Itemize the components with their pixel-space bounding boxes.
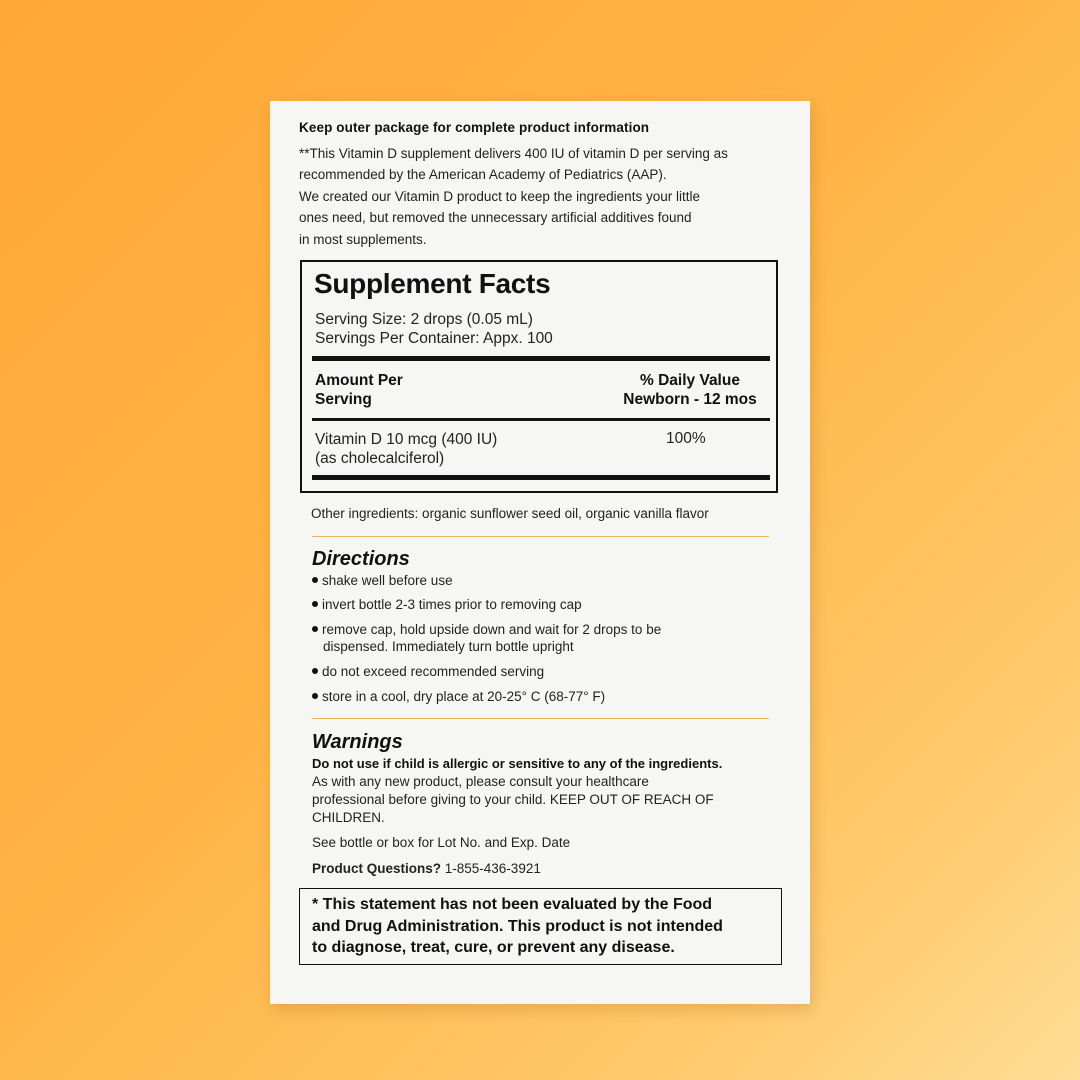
supplement-facts-title: Supplement Facts <box>314 268 551 299</box>
bullet-icon <box>312 601 318 607</box>
fda-line: to diagnose, treat, cure, or prevent any disease. <box>312 939 675 956</box>
intro-line: recommended by the American Academy of Pediatrics (AAP). <box>299 167 667 182</box>
direction-text: store in a cool, dry place at 20-25° C (68-77° F) <box>322 689 606 704</box>
questions-phone: 1-855-436-3921 <box>441 861 541 876</box>
bullet-icon <box>312 626 318 632</box>
nutrient-name: Vitamin D 10 mcg (400 IU) <box>315 431 498 448</box>
bullet-icon <box>312 693 318 699</box>
thick-divider <box>312 356 770 361</box>
supplement-facts-panel <box>300 260 778 493</box>
lot-info: See bottle or box for Lot No. and Exp. Date <box>312 835 571 850</box>
direction-text: do not exceed recommended serving <box>322 664 545 679</box>
intro-line: in most supplements. <box>299 232 427 247</box>
fda-disclaimer-box <box>299 888 782 965</box>
direction-item <box>312 572 453 590</box>
questions-label: Product Questions? <box>312 861 442 876</box>
warning-line: professional before giving to your child. KEEP OUT OF REACH OF <box>312 792 714 807</box>
direction-item <box>312 688 605 706</box>
mid-divider <box>312 418 770 421</box>
other-ingredients: Other ingredients: organic sunflower seed oil, organic vanilla flavor <box>311 506 709 521</box>
header-right-line: % Daily Value <box>640 372 740 389</box>
intro-line: **This Vitamin D supplement delivers 400 IU of vitamin D per serving as <box>299 146 728 161</box>
direction-text: shake well before use <box>322 573 453 588</box>
bullet-icon <box>312 577 318 583</box>
warnings-title: Warnings <box>312 731 403 753</box>
intro-line: We created our Vitamin D product to keep the ingredients your little <box>299 189 700 204</box>
header-right-line: Newborn - 12 mos <box>623 391 757 408</box>
serving-size: Serving Size: 2 drops (0.05 mL) <box>315 311 533 328</box>
direction-text: invert bottle 2-3 times prior to removing cap <box>322 597 582 612</box>
thick-divider <box>312 475 770 480</box>
warning-bold-text: Do not use if child is allergic or sensitive to any of the ingredients. <box>312 756 723 771</box>
fda-line: and Drug Administration. This product is not intended <box>312 918 723 935</box>
section-divider <box>312 536 769 537</box>
amount-per-serving-header <box>315 371 403 409</box>
warning-line: As with any new product, please consult your healthcare <box>312 774 649 789</box>
direction-text: remove cap, hold upside down and wait for 2 drops to be <box>322 622 662 637</box>
servings-per-container: Servings Per Container: Appx. 100 <box>315 330 553 347</box>
fda-line: * This statement has not been evaluated by the Food <box>312 896 713 913</box>
daily-value-header <box>610 371 770 409</box>
nutrient-row <box>315 430 497 468</box>
bullet-icon <box>312 668 318 674</box>
label-card <box>270 101 810 1004</box>
section-divider <box>312 718 769 719</box>
direction-item <box>312 621 661 639</box>
direction-item <box>312 596 582 614</box>
warning-line: CHILDREN. <box>312 810 385 825</box>
nutrient-source: (as cholecalciferol) <box>315 450 445 467</box>
header-left-line: Amount Per <box>315 372 403 389</box>
direction-item <box>312 663 544 681</box>
intro-title: Keep outer package for complete product information <box>299 120 650 135</box>
intro-line: ones need, but removed the unnecessary artificial additives found <box>299 210 692 225</box>
nutrient-daily-value: 100% <box>666 430 706 447</box>
directions-title: Directions <box>312 548 410 570</box>
product-questions <box>312 861 541 876</box>
header-left-line: Serving <box>315 391 372 408</box>
direction-continuation: dispensed. Immediately turn bottle upright <box>323 639 574 654</box>
